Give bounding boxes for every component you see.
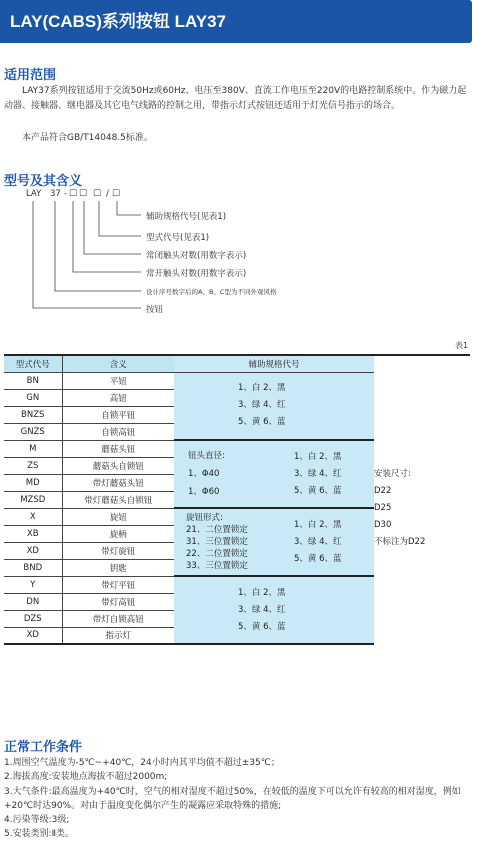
condition-item: 5.安装类别:Ⅱ类。 bbox=[4, 829, 75, 840]
row-code: Y bbox=[4, 576, 62, 593]
mushroom-size: 1、Φ40 bbox=[188, 469, 220, 479]
color-line-3: 5、黄 6、蓝 bbox=[294, 553, 342, 564]
model-leader-lines bbox=[0, 0, 483, 330]
row-code: BND bbox=[4, 559, 62, 576]
row-code: GNZS bbox=[4, 423, 62, 440]
model-item-3: 常闭触头对数(用数字表示) bbox=[146, 251, 247, 261]
row-meaning: 带灯平钮 bbox=[62, 576, 174, 593]
knob-title: 旋钮形式: bbox=[186, 513, 223, 523]
model-item-5: 设计序号数字后的A、B、C型为不同外观风格 bbox=[146, 288, 277, 296]
row-meaning: 蘑菇头钮 bbox=[62, 440, 174, 457]
row-code: DZS bbox=[4, 610, 62, 627]
model-code-box-1: □ bbox=[69, 188, 78, 198]
model-title: 型号及其含义 bbox=[4, 174, 83, 189]
row-meaning: 带灯旋钮 bbox=[62, 542, 174, 559]
row-code: ZS bbox=[4, 457, 62, 474]
scope-paragraph-1: LAY37系列按钮适用于交流50Hz或60Hz、电压至380V、直流工作电压至220V的电路控制系统中。作为磁力起动器、接触器、继电器及其它电气线路的控制之用，带指示灯式按钮还适用于灯光信号指示的场合。 bbox=[4, 86, 467, 111]
scope-title: 适用范围 bbox=[4, 68, 57, 83]
color-line-2: 3、绿 4、红 bbox=[294, 468, 342, 479]
model-code-box-3: □ bbox=[93, 188, 102, 198]
color-line-1: 1、白 2、黑 bbox=[238, 587, 286, 598]
color-line-1: 1、白 2、黑 bbox=[294, 519, 342, 530]
condition-item: 1.周围空气温度为-5℃~+40℃，24小时内其平均值不超过±35℃； bbox=[4, 758, 280, 768]
install-default: 不标注为D22 bbox=[374, 536, 426, 547]
row-code: BNZS bbox=[4, 406, 62, 423]
knob-form: 21、二位置锁定 bbox=[186, 525, 248, 535]
model-code-slash: / bbox=[106, 189, 109, 199]
condition-item: 2.海拔高度:安装地点海拔不超过2000m; bbox=[4, 772, 168, 783]
knob-form: 31、三位置锁定 bbox=[186, 537, 248, 547]
row-code: DN bbox=[4, 593, 62, 610]
page-header: LAY(CABS)系列按钮 LAY37 bbox=[0, 0, 472, 43]
model-code-prefix: LAY bbox=[26, 189, 42, 199]
install-title: 安装尺寸: bbox=[374, 468, 411, 479]
model-code-dash: - bbox=[64, 189, 68, 199]
row-meaning: 钥匙 bbox=[62, 559, 174, 576]
row-code: GN bbox=[4, 389, 62, 406]
spec-table bbox=[4, 354, 470, 645]
row-meaning: 蘑菇头自锁钮 bbox=[62, 457, 174, 474]
mushroom-size: 1、Φ60 bbox=[188, 487, 220, 497]
model-code-box-2: □ bbox=[79, 188, 88, 198]
row-code: BN bbox=[4, 372, 62, 389]
row-meaning: 自锁平钮 bbox=[62, 406, 174, 423]
color-line-2: 3、绿 4、红 bbox=[238, 400, 286, 411]
model-item-4: 常开触头对数(用数字表示) bbox=[146, 269, 247, 279]
row-code: MD bbox=[4, 474, 62, 491]
row-meaning: 带灯蘑菇头钮 bbox=[62, 474, 174, 491]
aux-group-mushroom bbox=[174, 440, 374, 508]
color-line-1: 1、白 2、黑 bbox=[294, 451, 342, 462]
row-code: MZSD bbox=[4, 491, 62, 508]
model-code-series: 37 bbox=[50, 189, 61, 199]
row-meaning: 带灯自锁高钮 bbox=[62, 610, 174, 627]
model-item-1: 辅助规格代号(见表1) bbox=[146, 212, 227, 222]
condition-item: 3.大气条件:最高温度为+40℃时，空气的相对湿度不超过50%，在较低的温度下可以允许有较高的相对湿度，例如+20℃时达90%。对由于温度变化偶尔产生的凝露应采取特殊的措施; bbox=[4, 786, 461, 811]
color-line-3: 5、黄 6、蓝 bbox=[238, 417, 286, 428]
table-label: 表1 bbox=[455, 341, 469, 350]
row-meaning: 指示灯 bbox=[62, 627, 174, 644]
install-size-cell bbox=[374, 372, 470, 644]
row-meaning: 平钮 bbox=[62, 372, 174, 389]
conditions-list bbox=[4, 756, 472, 842]
header-type-code: 型式代号 bbox=[4, 355, 62, 372]
knob-form: 22、二位置锁定 bbox=[186, 549, 248, 559]
color-line-3: 5、黄 6、蓝 bbox=[238, 621, 286, 632]
row-code: XB bbox=[4, 525, 62, 542]
install-size: D30 bbox=[374, 519, 392, 530]
aux-group-buttons bbox=[174, 372, 374, 440]
row-code: XD bbox=[4, 627, 62, 644]
header-blank bbox=[374, 355, 470, 372]
row-meaning: 带灯高钮 bbox=[62, 593, 174, 610]
row-meaning: 自锁高钮 bbox=[62, 423, 174, 440]
color-line-1: 1、白 2、黑 bbox=[238, 383, 286, 394]
aux-group-lamp bbox=[174, 576, 374, 644]
color-line-2: 3、绿 4、红 bbox=[294, 536, 342, 547]
row-code: X bbox=[4, 508, 62, 525]
row-code: XD bbox=[4, 542, 62, 559]
install-size: D22 bbox=[374, 485, 392, 496]
model-item-2: 型式代号(见表1) bbox=[146, 233, 210, 243]
row-meaning: 高钮 bbox=[62, 389, 174, 406]
header-meaning: 含义 bbox=[62, 355, 174, 372]
mushroom-title: 钮头直径: bbox=[188, 451, 225, 461]
row-meaning: 旋柄 bbox=[62, 525, 174, 542]
condition-item: 4.污染等级:3级; bbox=[4, 815, 70, 826]
scope-paragraph-2: 本产品符合GB/T14048.5标准。 bbox=[22, 133, 153, 143]
conditions-title: 正常工作条件 bbox=[4, 740, 83, 755]
model-code-box-4: □ bbox=[112, 188, 121, 198]
install-size: D25 bbox=[374, 502, 392, 513]
model-item-6: 按钮 bbox=[146, 305, 164, 315]
row-meaning: 带灯蘑菇头自锁钮 bbox=[62, 491, 174, 508]
row-code: M bbox=[4, 440, 62, 457]
color-line-3: 5、黄 6、蓝 bbox=[294, 485, 342, 496]
table-row bbox=[4, 372, 470, 389]
header-aux-code: 辅助规格代号 bbox=[174, 355, 374, 372]
knob-form: 33、三位置锁定 bbox=[186, 561, 248, 571]
aux-group-knob bbox=[174, 508, 374, 576]
row-meaning: 旋钮 bbox=[62, 508, 174, 525]
color-line-2: 3、绿 4、红 bbox=[238, 604, 286, 615]
